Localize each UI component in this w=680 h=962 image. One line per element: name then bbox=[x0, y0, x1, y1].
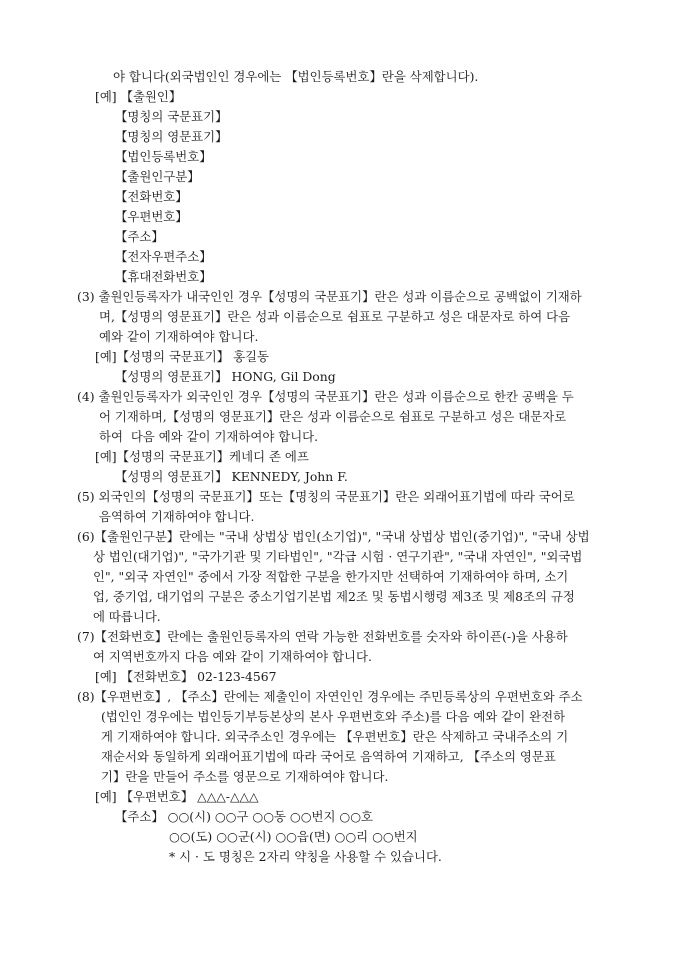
text-line: (6)【출원인구분】란에는 "국내 상법상 법인(소기업)", "국내 상법상 법인(중기업)", "국내 상법 bbox=[77, 529, 590, 544]
text-line: [예]【성명의 국문표기】케네디 존 에프 bbox=[95, 449, 309, 464]
text-line: 【법인등록번호】 bbox=[115, 149, 212, 164]
text-line: 에 따릅니다. bbox=[93, 609, 161, 624]
text-line: 상 법인(대기업)", "국가기관 및 기타법인", "각급 시험 · 연구기관", "국내 자연인", "외국법 bbox=[93, 549, 583, 564]
text-line: 【주소】 bbox=[115, 229, 164, 244]
text-line: 【전자우편주소】 bbox=[115, 249, 212, 264]
text-line: 【명칭의 영문표기】 bbox=[115, 129, 228, 144]
text-line: 【성명의 영문표기】 KENNEDY, John F. bbox=[115, 469, 348, 484]
text-line: 여 지역번호까지 다음 예와 같이 기재하여야 합니다. bbox=[93, 649, 372, 664]
text-line: ○○(도) ○○군(시) ○○읍(면) ○○리 ○○번지 bbox=[169, 829, 418, 844]
text-line: (8)【우편번호】, 【주소】란에는 제출인이 자연인인 경우에는 주민등록상의 우편번호와 주소 bbox=[77, 689, 583, 704]
text-line: * 시 · 도 명칭은 2자리 약칭을 사용할 수 있습니다. bbox=[169, 849, 442, 864]
text-line: 어 기재하며,【성명의 영문표기】란은 성과 이름순으로 쉼표로 구분하고 성은 대문자로 bbox=[99, 409, 567, 424]
text-line: 야 합니다(외국법인인 경우에는 【법인등록번호】란을 삭제합니다). bbox=[113, 69, 479, 84]
text-line: [예] 【전화번호】 02-123-4567 bbox=[95, 669, 277, 684]
text-line: 【전화번호】 bbox=[115, 189, 188, 204]
text-line: 예와 같이 기재하여야 합니다. bbox=[99, 329, 259, 344]
text-line: [예] 【출원인】 bbox=[95, 89, 182, 104]
text-line: (7)【전화번호】란에는 출원인등록자의 연락 가능한 전화번호를 숫자와 하이픈(-)을 사용하 bbox=[77, 629, 568, 644]
text-line: 【성명의 영문표기】 HONG, Gil Dong bbox=[115, 369, 336, 384]
text-line: [예]【성명의 국문표기】 홍길동 bbox=[95, 349, 269, 364]
text-line: 게 기재하여야 합니다. 외국주소인 경우에는 【우편번호】란은 삭제하고 국내주소의 기 bbox=[101, 729, 569, 744]
text-line: (법인인 경우에는 법인등기부등본상의 본사 우편번호와 주소)를 다음 예와 같이 완전하 bbox=[101, 709, 566, 724]
text-line: 【명칭의 국문표기】 bbox=[115, 109, 228, 124]
text-line: 【주소】 ○○(시) ○○구 ○○동 ○○번지 ○○호 bbox=[115, 809, 374, 824]
text-line: 【휴대전화번호】 bbox=[115, 269, 212, 284]
text-line: 업, 중기업, 대기업의 구분은 중소기업기본법 제2조 및 동법시행령 제3조 및 제8조의 규정 bbox=[93, 589, 575, 604]
text-line: [예] 【우편번호】 △△△-△△△ bbox=[95, 789, 259, 804]
text-line: 인", "외국 자연인" 중에서 가장 적합한 구분을 한가지만 선택하여 기재하여야 하며, 소기 bbox=[93, 569, 569, 584]
text-line: 재순서와 동일하게 외래어표기법에 따라 국어로 음역하여 기재하고, 【주소의 영문표 bbox=[101, 749, 556, 764]
text-line: 【우편번호】 bbox=[115, 209, 188, 224]
text-line: (3) 출원인등록자가 내국인인 경우【성명의 국문표기】란은 성과 이름순으로 공백없이 기재하 bbox=[77, 289, 582, 304]
text-line: (5) 외국인의【성명의 국문표기】또는【명칭의 국문표기】란은 외래어표기법에 따라 국어로 bbox=[77, 489, 575, 504]
text-line: 기】란을 만들어 주소를 영문으로 기재하여야 합니다. bbox=[101, 769, 389, 784]
text-line: 며,【성명의 영문표기】란은 성과 이름순으로 쉼표로 구분하고 성은 대문자로 하여 다음 bbox=[99, 309, 571, 324]
text-line: 【출원인구분】 bbox=[115, 169, 200, 184]
text-line: 음역하여 기재하여야 합니다. bbox=[99, 509, 255, 524]
text-line: 하여 다음 예와 같이 기재하여야 합니다. bbox=[99, 429, 319, 444]
text-line: (4) 출원인등록자가 외국인인 경우【성명의 국문표기】란은 성과 이름순으로 한칸 공백을 두 bbox=[77, 389, 574, 404]
